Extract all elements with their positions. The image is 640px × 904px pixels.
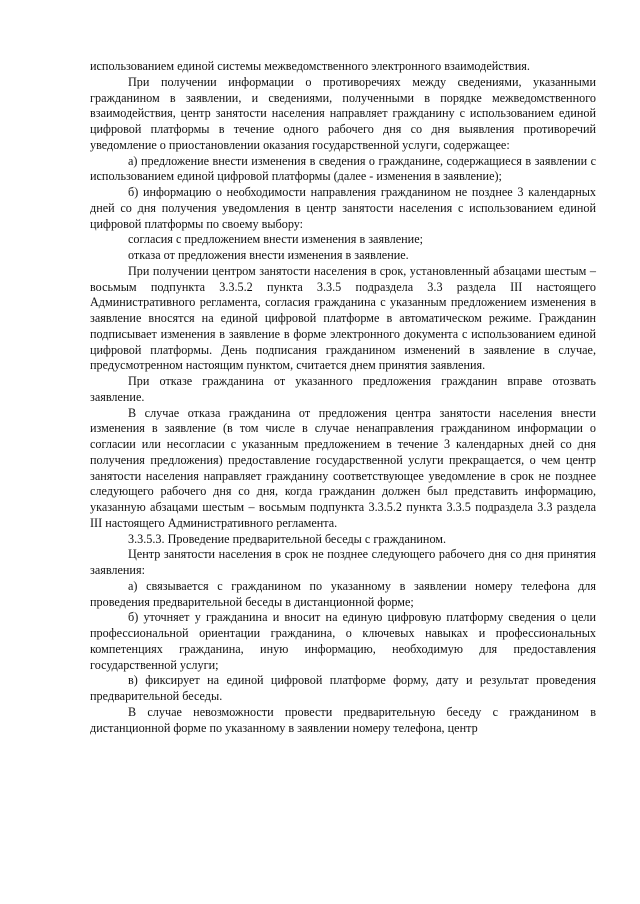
paragraph-2: При получении информации о противоречиях между сведениями, указанными гражданином в заявлении, и сведениями, полученными в порядке межведомственного взаимодействия, центр занятости населения направляет гражданину с использованием единой цифровой платформы в течение одного рабочего дня со дня выявления противоречий уведомление о приостановлении оказания государственной услуги, содержащее:: [90, 74, 596, 152]
paragraph-1: использованием единой системы межведомственного электронного взаимодействия.: [90, 59, 530, 73]
paragraph-8: При отказе гражданина от указанного предложения гражданин вправе отозвать заявление.: [90, 374, 596, 404]
document-page: [90, 59, 596, 736]
paragraph-13: б) уточняет у гражданина и вносит на единую цифровую платформу сведения о цели профессиональной ориентации гражданина, о ключевых навыках и профессиональных компетенциях гражданина, иную информацию, необходимую для предоставления государственной услуги;: [90, 610, 596, 672]
paragraph-5: согласия с предложением внести изменения в заявление;: [128, 232, 423, 247]
section-heading-3-3-5-3: 3.3.5.3. Проведение предварительной беседы с гражданином.: [128, 531, 447, 546]
paragraph-4: б) информацию о необходимости направления гражданином не позднее 3 календарных дней со дня получения уведомления в центр занятости населения с использованием единой цифровой платформы по своему выбору:: [90, 185, 596, 231]
paragraph-3: а) предложение внести изменения в сведения о гражданине, содержащиеся в заявлении с использованием единой цифровой платформы (далее - изменения в заявление);: [90, 153, 596, 184]
paragraph-6: отказа от предложения внести изменения в заявление.: [128, 248, 409, 262]
paragraph-14: в) фиксирует на единой цифровой платформе форму, дату и результат проведения предварительной беседы.: [90, 673, 596, 703]
paragraph-15: В случае невозможности провести предварительную беседу с гражданином в дистанционной форме по указанному в заявлении номеру телефона, центр: [90, 704, 596, 735]
paragraph-9: В случае отказа гражданина от предложения центра занятости населения внести изменения в заявление (в том числе в случае ненаправления гражданином информации о согласии или несогласии с указанным предложением в течение 3 календарных дней со дня получения предложения) предоставление государственной услуги прекращается, о чем центр занятости населения направляет гражданину соответствующее уведомление в срок не позднее следующего рабочего дня со дня, когда гражданин должен был представить информацию, указанную абзацами шестым – восьмым подпункта 3.3.5.2 пункта 3.3.5 подраздела 3.3 раздела III настоящего Административного регламента.: [90, 405, 596, 530]
paragraph-11: Центр занятости населения в срок не позднее следующего рабочего дня со дня принятия заявления:: [90, 547, 596, 577]
paragraph-12: а) связывается с гражданином по указанному в заявлении номеру телефона для проведения предварительной беседы в дистанционной форме;: [90, 578, 596, 609]
paragraph-7: При получении центром занятости населения в срок, установленный абзацами шестым – восьмым подпункта 3.3.5.2 пункта 3.3.5 подраздела 3.3 раздела III настоящего Административного регламента, согласия гражданина с указанным предложением изменения в заявление вносятся на единой цифровой платформе в автоматическом режиме. Гражданин подписывает изменения в заявление в форме электронного документа с использованием единой цифровой платформы. День подписания гражданином изменений в заявление в случае, предусмотренном настоящим пунктом, считается днем принятия заявления.: [90, 263, 596, 373]
